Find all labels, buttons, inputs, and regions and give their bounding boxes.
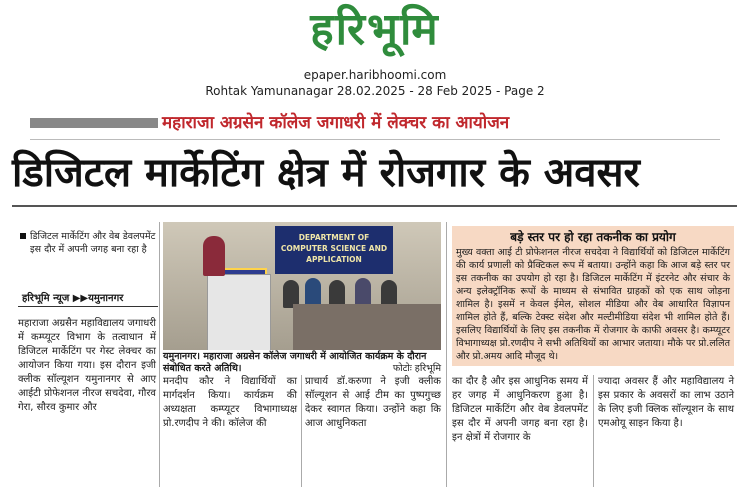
department-banner: DEPARTMENT OF COMPUTER SCIENCE AND APPLICATION [275, 226, 393, 274]
headline-rule [12, 205, 737, 207]
edition-info: Rohtak Yamunanagar 28.02.2025 - 28 Feb 2025 - Page 2 [205, 84, 545, 98]
article-column-5: ज्यादा अवसर हैं और महाविद्यालय ने इस प्रकार के अवसरों का लाभ उठाने के लिए इजी क्लिक सॉल्यूशन के साथ एमओयू साइन किया है। [598, 376, 734, 429]
byline-divider [18, 306, 158, 307]
kicker-divider [30, 139, 720, 140]
info-box-title: बड़े स्तर पर हो रहा तकनीक का प्रयोग [510, 230, 676, 244]
column-divider [301, 375, 302, 487]
column-divider [446, 222, 447, 487]
photo-credit: फोटोः हरिभूमि [392, 363, 441, 374]
article-column-3: प्राचार्य डॉ.करुणा ने इजी क्लीक सॉल्यूशन से आई टीम का पुष्पगुच्छ देकर स्वागत किया। उन्होंने कहा कि आज आधुनिकता [305, 376, 441, 429]
kicker-bar [30, 118, 158, 128]
bullet-icon [20, 233, 26, 239]
photo-caption [163, 351, 441, 375]
column-divider [593, 375, 594, 487]
speaker-figure [203, 236, 225, 276]
newspaper-logo: हरिभूमि [310, 4, 440, 55]
column-divider [159, 222, 160, 487]
info-box-text: मुख्य वक्ता आई टी प्रोफेशनल नीरज सचदेवा ने विद्यार्थियों को डिजिटल मार्केटिंग की कार्य प्रणाली को प्रैक्टिकल रूप में बताया। उन्होंने कहा कि आज बड़े स्तर पर इस तकनीक का उपयोग हो रहा है। डिजिटल मार्केटिंग में इंटरनेट और संचार के अन्य इलेक्ट्रॉनिक रूपों के माध्यम से संभावित ग्राहकों को एक साथ जोड़ना शामिल है। इसमें न केवल ईमेल, सोशल मीडिया और वेब आधारित विज्ञापन शामिल होते हैं, बल्कि टेक्स्ट संदेश और मल्टीमीडिया संदेश भी शामिल होते हैं। इसलिए विद्यार्थियों के लिए इस तकनीक में रोजगार के काफी अवसर है। कम्प्यूटर विभागाध्यक्ष प्रो.रणदीप ने सभी अतिथियों का आभार जताया। मौके पर प्रो.ललित और प्रो.अमय आदि मौजूद थे। [456, 247, 730, 362]
byline: हरिभूमि न्यूज ▶▶यमुनानगर [22, 293, 124, 304]
article-kicker: महाराजा अग्रसेन कॉलेज जगाधरी में लेक्चर का आयोजन [162, 113, 510, 133]
dais-table [293, 304, 441, 350]
epaper-url[interactable]: epaper.haribhoomi.com [303, 68, 447, 82]
article-headline: डिजिटल मार्केटिंग क्षेत्र में रोजगार के अवसर [12, 150, 640, 196]
article-column-4: का दौर है और इस आधुनिक समय में हर जगह में आधुनिकरण हुआ है। डिजिटल मार्केटिंग और वेब डेवलपमेंट इस दौर में अपनी जगह बना रहा है। इन क्षेत्रों में रोजगार के [452, 376, 588, 443]
article-column-2: मनदीप कौर ने विद्यार्थियों का मार्गदर्शन किया। कार्यक्रम की अध्यक्षता कम्प्यूटर विभागाध्यक्ष प्रो.रणदीप ने की। कॉलेज की [163, 376, 297, 429]
podium [207, 274, 271, 350]
caption-text: यमुनानगर। महाराजा अग्रसेन कॉलेज जगाधरी में आयोजित कार्यक्रम के दौरान संबोधित करते अतिथि। [163, 351, 427, 374]
highlight-bullet: डिजिटल मार्केटिंग और वेब डेवलपमेंट इस दौर में अपनी जगह बना रहा है [30, 231, 156, 255]
article-column-1: महाराजा अग्रसैन महाविद्यालय जगाधरी में कम्प्यूटर विभाग के तत्वाधान में डिजिटल मार्केटिंग पर गेस्ट लेक्चर का आयोजन किया गया। इस दौरान इजी क्लीक सॉल्यूशन यमुनानगर से आए आईटी प्रोफेशनल नीरज सचदेवा, गौरव गेरा, सौरव कुमार और [18, 318, 156, 413]
event-photo [163, 222, 441, 350]
